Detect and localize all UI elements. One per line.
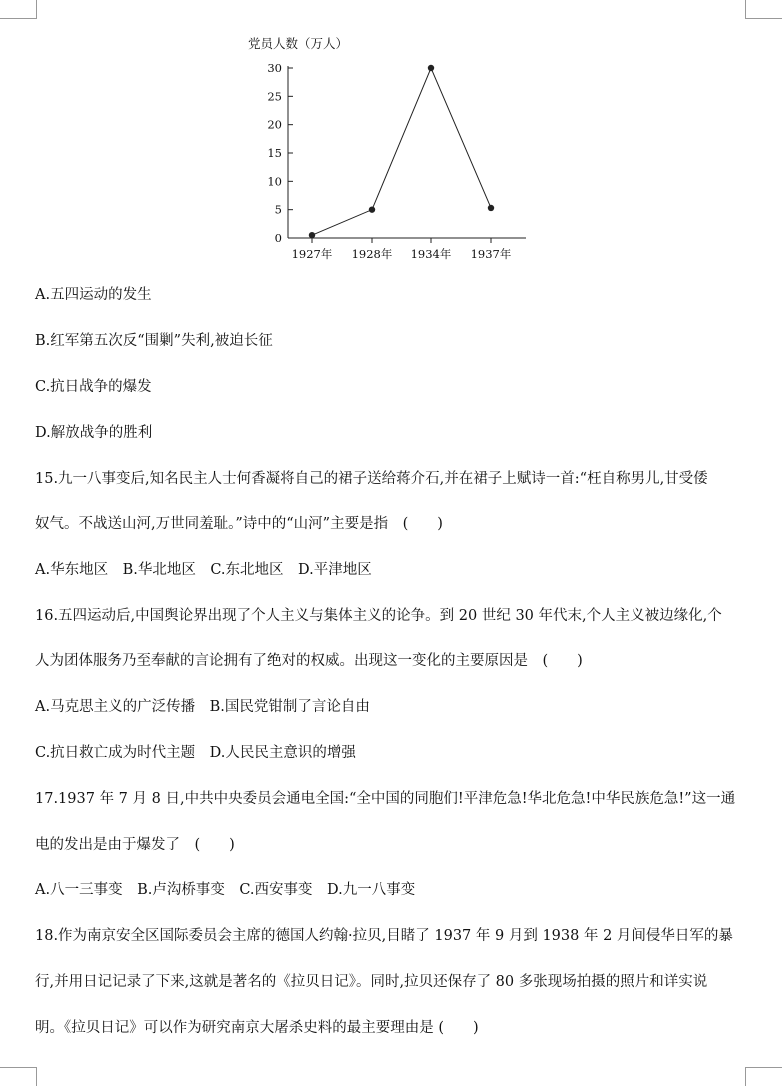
question-17-line-2: 电的发出是由于爆发了 ( ) bbox=[35, 837, 235, 853]
series-line bbox=[312, 68, 491, 235]
page-corner-mark bbox=[745, 0, 782, 19]
question-16-line-1: 16.五四运动后,中国舆论界出现了个人主义与集体主义的论争。到 20 世纪 30 年代末,个人主义被边缘化,个 bbox=[35, 608, 722, 624]
y-tick-label: 30 bbox=[267, 61, 282, 75]
y-tick-label: 15 bbox=[267, 146, 282, 160]
question-16-line-2: 人为团体服务乃至奉献的言论拥有了绝对的权威。出现这一变化的主要原因是 ( ) bbox=[35, 653, 583, 669]
data-point bbox=[428, 65, 434, 71]
x-tick-label: 1934年 bbox=[410, 247, 452, 261]
data-point bbox=[309, 232, 315, 238]
y-tick-label: 10 bbox=[267, 174, 282, 189]
question-15-line-2: 奴气。不战送山河,万世同羞耻。”诗中的“山河”主要是指 ( ) bbox=[35, 516, 443, 532]
question-15-options: A.华东地区 B.华北地区 C.东北地区 D.平津地区 bbox=[35, 562, 372, 578]
y-tick-label: 5 bbox=[274, 202, 282, 217]
question-18-line-3: 明。《拉贝日记》可以作为研究南京大屠杀史料的最主要理由是 ( ) bbox=[35, 1020, 479, 1036]
option-a: A.五四运动的发生 bbox=[35, 287, 152, 303]
data-point bbox=[488, 205, 494, 211]
question-16-options-ab: A.马克思主义的广泛传播 B.国民党钳制了言论自由 bbox=[35, 699, 370, 715]
option-d: D.解放战争的胜利 bbox=[35, 425, 153, 441]
y-axis-label: 党员人数（万人） bbox=[248, 36, 349, 51]
data-point bbox=[369, 206, 375, 212]
y-tick-label: 20 bbox=[267, 117, 282, 132]
question-18-line-2: 行,并用日记记录了下来,这就是著名的《拉贝日记》。同时,拉贝还保存了 80 多张现场拍摄的照片和详实说 bbox=[35, 974, 708, 990]
x-tick-label: 1937年 bbox=[470, 247, 512, 261]
option-b: B.红军第五次反“围剿”失利,被迫长征 bbox=[35, 333, 273, 349]
party-membership-line-chart bbox=[230, 30, 540, 270]
question-16-options-cd: C.抗日救亡成为时代主题 D.人民民主意识的增强 bbox=[35, 745, 356, 761]
question-15-line-1: 15.九一八事变后,知名民主人士何香凝将自己的裙子送给蒋介石,并在裙子上赋诗一首:“枉自称男儿,甘受倭 bbox=[35, 471, 708, 487]
y-tick-label: 0 bbox=[274, 231, 282, 245]
question-17-line-1: 17.1937 年 7 月 8 日,中共中央委员会通电全国:“全中国的同胞们!平津危急!华北危急!中华民族危急!”这一通 bbox=[35, 791, 736, 807]
page-corner-mark bbox=[0, 0, 37, 19]
x-tick-label: 1928年 bbox=[351, 247, 393, 261]
page-corner-mark bbox=[745, 1067, 782, 1086]
page-corner-mark bbox=[0, 1067, 37, 1086]
y-ticks bbox=[267, 61, 293, 245]
option-c: C.抗日战争的爆发 bbox=[35, 379, 152, 395]
x-ticks bbox=[292, 238, 512, 261]
x-tick-label: 1927年 bbox=[291, 247, 333, 261]
question-18-line-1: 18.作为南京安全区国际委员会主席的德国人约翰·拉贝,目睹了 1937 年 9 月到 1938 年 2 月间侵华日军的暴 bbox=[35, 928, 733, 944]
question-17-options: A.八一三事变 B.卢沟桥事变 C.西安事变 D.九一八事变 bbox=[35, 882, 416, 898]
y-tick-label: 25 bbox=[267, 89, 282, 104]
